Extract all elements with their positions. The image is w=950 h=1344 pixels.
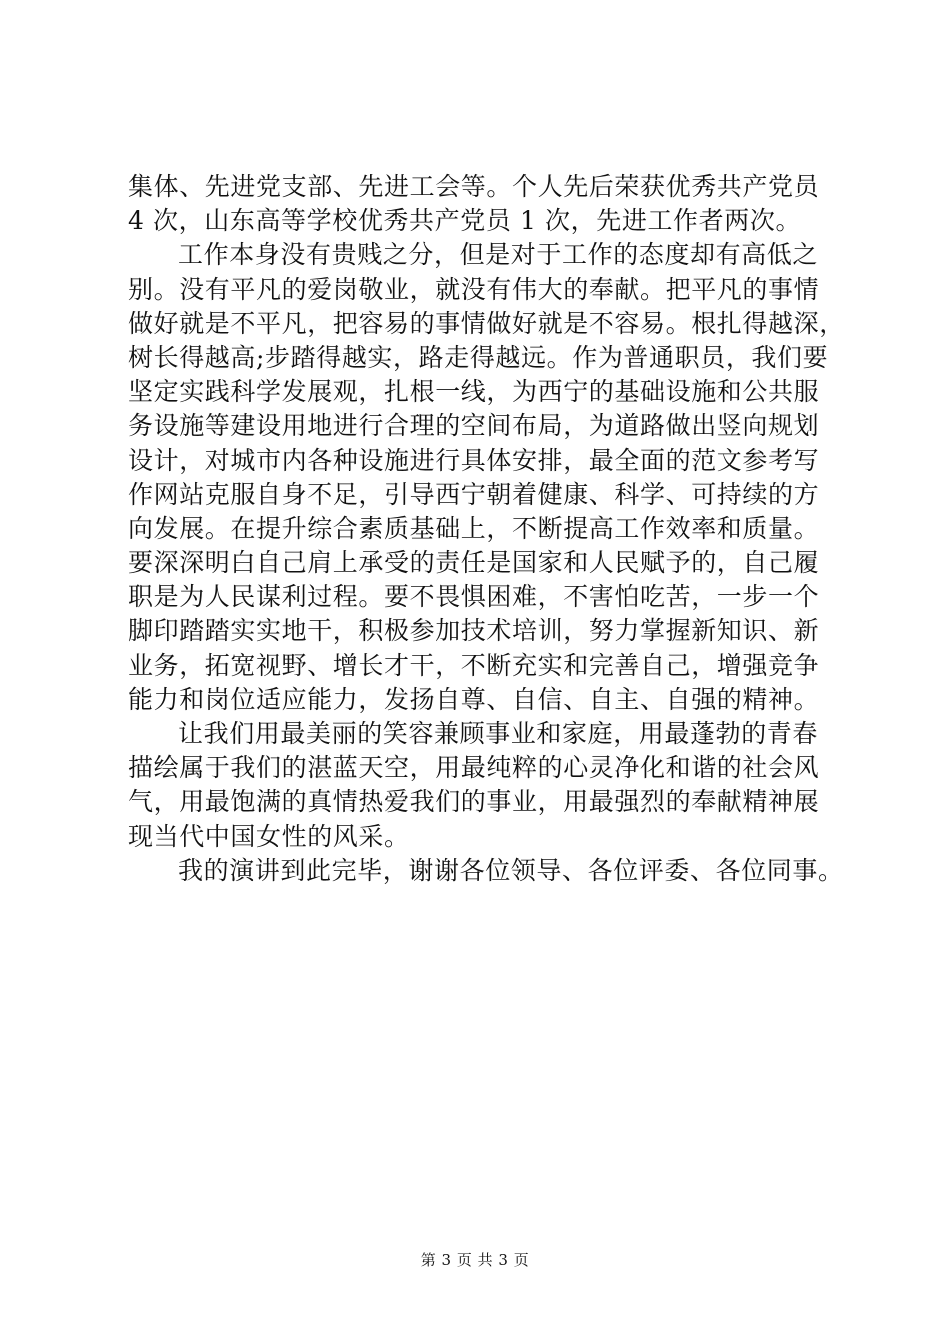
paragraph-start-line: 工作本身没有贵贱之分，但是对于工作的态度却有高低之 <box>178 240 819 270</box>
text-line: 务设施等建设用地进行合理的空间布局，为道路做出竖向规划 <box>128 411 820 441</box>
page-footer: 第 3 页 共 3 页 <box>420 1251 530 1269</box>
text-line: 现当代中国女性的风采。 <box>128 821 410 851</box>
text-line: 气，用最饱满的真情热爱我们的事业，用最强烈的奉献精神展 <box>128 787 820 817</box>
text-line: 向发展。在提升综合素质基础上，不断提高工作效率和质量。 <box>128 513 820 543</box>
text-line: 集体、先进党支部、先进工会等。个人先后荣获优秀共产党员 <box>128 172 820 201</box>
text-line: 树长得越高;步踏得越实，路走得越远。作为普通职员，我们要 <box>128 342 829 372</box>
paragraph-start-line: 让我们用最美丽的笑容兼顾事业和家庭，用最蓬勃的青春 <box>178 719 819 748</box>
text-line: 职是为人民谋利过程。要不畏惧困难，不害怕吃苦，一步一个 <box>128 582 820 612</box>
text-line: 脚印踏踏实实地干，积极参加技术培训，努力掌握新知识、新 <box>128 616 820 646</box>
text-line: 作网站克服自身不足，引导西宁朝着健康、科学、可持续的方 <box>128 479 820 509</box>
text-line: 4 次，山东高等学校优秀共产党员 1 次，先进工作者两次。 <box>128 206 802 236</box>
paragraph-start-line: 我的演讲到此完毕，谢谢各位领导、各位评委、各位同事。 <box>178 855 844 885</box>
text-line: 设计，对城市内各种设施进行具体安排，最全面的范文参考写 <box>128 445 820 475</box>
text-line: 描绘属于我们的湛蓝天空，用最纯粹的心灵净化和谐的社会风 <box>128 753 820 783</box>
text-line: 坚定实践科学发展观，扎根一线，为西宁的基础设施和公共服 <box>128 377 820 407</box>
text-line: 能力和岗位适应能力，发扬自尊、自信、自主、自强的精神。 <box>128 684 820 714</box>
text-line: 别。没有平凡的爱岗敬业，就没有伟大的奉献。把平凡的事情 <box>128 274 820 304</box>
text-line: 要深深明白自己肩上承受的责任是国家和人民赋予的，自己履 <box>128 548 820 578</box>
text-line: 做好就是不平凡，把容易的事情做好就是不容易。根扎得越深， <box>128 308 845 338</box>
text-line: 业务，拓宽视野、增长才干，不断充实和完善自己，增强竞争 <box>128 650 820 680</box>
document-body <box>128 170 845 888</box>
